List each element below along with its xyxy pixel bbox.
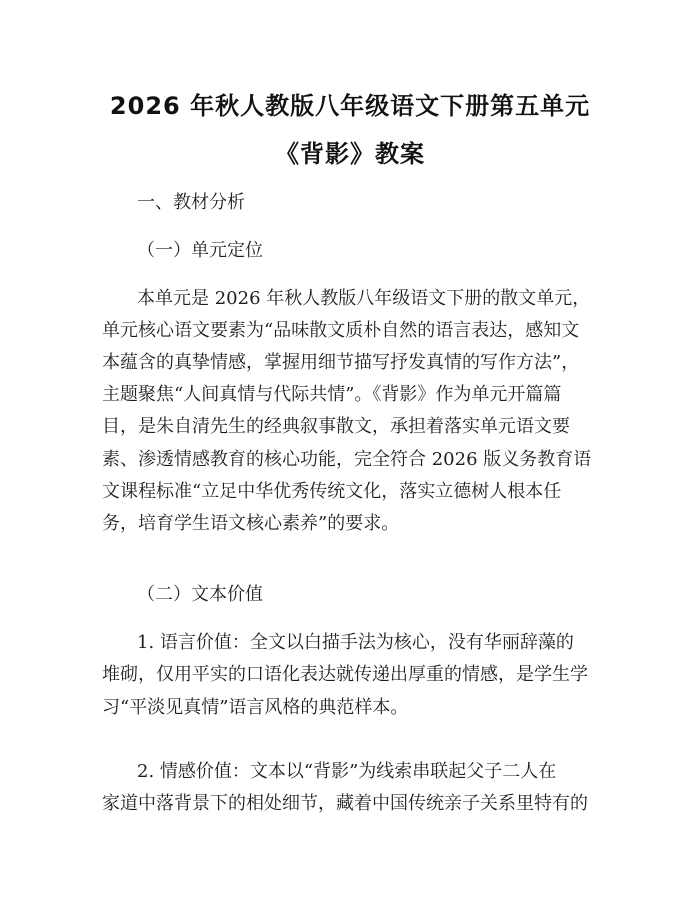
document-title-line-2: 《背影》教案 bbox=[275, 140, 425, 168]
document-title-line-1: 2026 年秋人教版八年级语文下册第五单元 bbox=[109, 92, 591, 120]
subsection-heading-unit-positioning: （一）单元定位 bbox=[137, 240, 263, 261]
paragraph-line: 本单元是 2026 年秋人教版八年级语文下册的散文单元， bbox=[137, 288, 591, 309]
paragraph-line: 本蕴含的真挚情感，掌握用细节描写抒发真情的写作方法”， bbox=[102, 352, 580, 373]
paragraph-line: 务，培育学生语文核心素养”的要求。 bbox=[102, 513, 400, 534]
paragraph-line: 素、渗透情感教育的核心功能，完全符合 2026 版义务教育语 bbox=[102, 449, 592, 470]
list-item-line: 习“平淡见真情”语言风格的典范样本。 bbox=[102, 697, 409, 718]
paragraph-line: 文课程标准“立足中华优秀传统文化，落实立德树人根本任 bbox=[102, 481, 562, 502]
list-item-line: 家道中落背景下的相处细节，藏着中国传统亲子关系里特有的 bbox=[102, 793, 588, 814]
paragraph-line: 主题聚焦“人间真情与代际共情”。《背影》作为单元开篇篇 bbox=[102, 384, 562, 405]
list-item-line: 1. 语言价值：全文以白描手法为核心，没有华丽辞藻的 bbox=[137, 632, 574, 653]
section-heading-teaching-material-analysis: 一、教材分析 bbox=[137, 192, 245, 213]
subsection-heading-text-value: （二）文本价值 bbox=[137, 584, 263, 605]
list-item-line: 堆砌，仅用平实的口语化表达就传递出厚重的情感，是学生学 bbox=[102, 664, 588, 685]
list-item-line: 2. 情感价值：文本以“背影”为线索串联起父子二人在 bbox=[137, 761, 557, 782]
paragraph-line: 单元核心语文要素为“品味散文质朴自然的语言表达，感知文 bbox=[102, 320, 580, 341]
paragraph-line: 目，是朱自清先生的经典叙事散文，承担着落实单元语文要 bbox=[102, 416, 570, 437]
